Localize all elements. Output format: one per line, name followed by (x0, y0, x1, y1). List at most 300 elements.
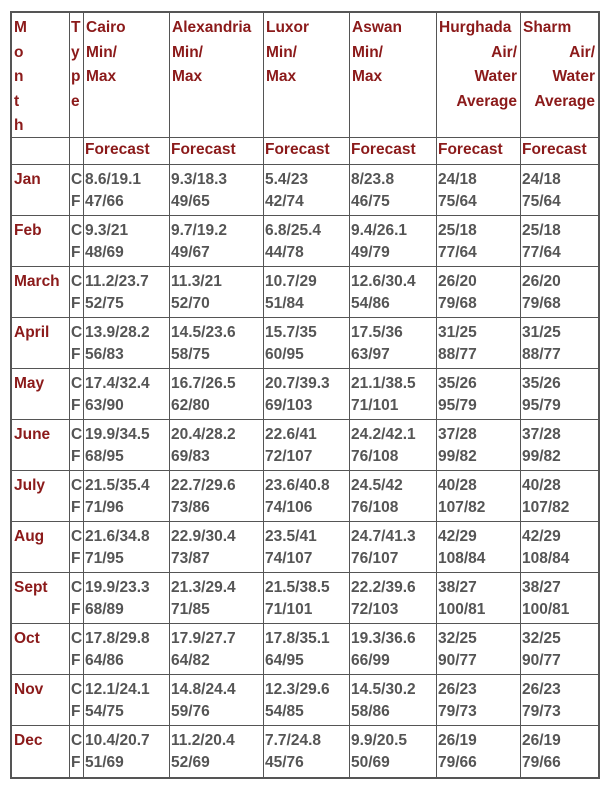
temp-celsius: 12.3/29.6 (265, 681, 330, 698)
temp-celsius: 9.9/20.5 (351, 732, 408, 749)
temp-celsius: 38/27 (438, 579, 477, 596)
unit-f: F (71, 448, 81, 465)
temp-cell (170, 216, 264, 267)
unit-c: C (71, 171, 83, 188)
temp-celsius: 32/25 (522, 630, 561, 647)
temp-fahrenheit: 44/78 (265, 244, 304, 261)
temp-cell (437, 267, 521, 318)
unit-f: F (71, 754, 81, 771)
city-header-line: Water (552, 68, 595, 85)
temp-cell (521, 216, 598, 267)
temp-cell (84, 624, 170, 675)
temp-fahrenheit: 49/79 (351, 244, 390, 261)
temp-celsius: 9.4/26.1 (351, 222, 408, 239)
temp-fahrenheit: 54/85 (265, 703, 304, 720)
unit-f: F (71, 601, 81, 618)
month-label: March (12, 267, 70, 318)
unit-cell (70, 318, 84, 369)
temp-cell (350, 624, 437, 675)
temp-cell (521, 165, 598, 216)
temp-fahrenheit: 71/96 (85, 499, 124, 516)
temp-celsius: 8/23.8 (351, 171, 395, 188)
month-label: July (12, 471, 70, 522)
city-header-line: Sharm (523, 19, 572, 36)
temp-cell (84, 165, 170, 216)
month-label: Nov (12, 675, 70, 726)
unit-f: F (71, 397, 81, 414)
month-header-letter: h (14, 117, 24, 134)
temp-fahrenheit: 48/69 (85, 244, 124, 261)
temp-cell (437, 369, 521, 420)
temp-celsius: 21.6/34.8 (85, 528, 150, 545)
unit-c: C (71, 426, 83, 443)
forecast-label: Forecast (84, 138, 170, 165)
temp-cell (350, 522, 437, 573)
temp-celsius: 24/18 (522, 171, 561, 188)
temp-celsius: 42/29 (438, 528, 477, 545)
city-header-line: Air/ (491, 43, 517, 61)
temp-celsius: 11.2/20.4 (171, 732, 235, 749)
temp-cell (521, 471, 598, 522)
temp-fahrenheit: 73/86 (171, 499, 210, 516)
city-header-line: Alexandria (172, 19, 252, 36)
temp-cell (264, 267, 350, 318)
temp-celsius: 10.7/29 (265, 273, 317, 290)
city-header-line: Cairo (86, 19, 126, 36)
city-header-line: Hurghada (439, 19, 512, 36)
unit-cell (70, 726, 84, 777)
unit-f: F (71, 244, 81, 261)
temp-fahrenheit: 79/68 (438, 295, 477, 312)
temp-cell (350, 318, 437, 369)
temp-cell (437, 573, 521, 624)
temp-celsius: 19.3/36.6 (351, 630, 416, 647)
temp-cell (170, 420, 264, 471)
temp-celsius: 9.3/21 (85, 222, 129, 239)
temp-fahrenheit: 69/103 (265, 397, 313, 414)
type-header (70, 13, 84, 138)
temp-cell (437, 471, 521, 522)
temp-celsius: 22.7/29.6 (171, 477, 236, 494)
month-header-letter: M (14, 19, 27, 36)
temp-celsius: 25/18 (522, 222, 561, 239)
city-header-line: Max (266, 68, 297, 85)
temp-fahrenheit: 51/69 (85, 754, 124, 771)
temp-celsius: 19.9/23.3 (85, 579, 150, 596)
temp-fahrenheit: 71/101 (265, 601, 313, 618)
temp-fahrenheit: 77/64 (438, 244, 477, 261)
month-label: Sept (12, 573, 70, 624)
temp-cell (437, 420, 521, 471)
temp-fahrenheit: 68/95 (85, 448, 124, 465)
unit-cell (70, 624, 84, 675)
temp-cell (437, 624, 521, 675)
temp-fahrenheit: 58/86 (351, 703, 390, 720)
temp-cell (437, 675, 521, 726)
temp-cell (521, 573, 598, 624)
temp-fahrenheit: 50/69 (351, 754, 390, 771)
unit-c: C (71, 375, 83, 392)
temp-celsius: 13.9/28.2 (85, 324, 150, 341)
temp-celsius: 12.1/24.1 (85, 681, 150, 698)
temp-fahrenheit: 76/107 (351, 550, 399, 567)
city-header-line: Min/ (352, 43, 383, 61)
temp-fahrenheit: 66/99 (351, 652, 390, 669)
temp-celsius: 35/26 (438, 375, 477, 392)
temp-celsius: 11.3/21 (171, 273, 222, 290)
temp-fahrenheit: 108/84 (438, 550, 486, 567)
temp-cell (521, 522, 598, 573)
temp-celsius: 11.2/23.7 (85, 273, 149, 290)
temp-fahrenheit: 73/87 (171, 550, 210, 567)
city-header-line: Min/ (86, 43, 117, 61)
month-label: Jan (12, 165, 70, 216)
city-header (84, 13, 170, 138)
unit-c: C (71, 630, 83, 647)
temp-celsius: 17.4/32.4 (85, 375, 150, 392)
temp-fahrenheit: 99/82 (522, 448, 561, 465)
temp-cell (264, 675, 350, 726)
city-header (521, 13, 598, 138)
temp-fahrenheit: 69/83 (171, 448, 210, 465)
unit-c: C (71, 222, 83, 239)
temp-celsius: 17.8/35.1 (265, 630, 330, 647)
temp-fahrenheit: 64/86 (85, 652, 124, 669)
city-header-line: Max (172, 68, 203, 85)
forecast-label: Forecast (170, 138, 264, 165)
temp-celsius: 31/25 (438, 324, 477, 341)
temp-celsius: 17.5/36 (351, 324, 403, 341)
temp-celsius: 26/20 (438, 273, 477, 290)
temp-cell (170, 675, 264, 726)
temp-celsius: 17.9/27.7 (171, 630, 236, 647)
temp-celsius: 24.5/42 (351, 477, 403, 494)
unit-f: F (71, 346, 81, 363)
temp-fahrenheit: 71/101 (351, 397, 399, 414)
unit-f: F (71, 652, 81, 669)
city-header-line: Min/ (266, 43, 297, 61)
month-header-letter: t (14, 92, 20, 110)
temp-cell (521, 420, 598, 471)
temp-fahrenheit: 54/75 (85, 703, 124, 720)
temp-fahrenheit: 99/82 (438, 448, 477, 465)
temp-fahrenheit: 74/107 (265, 550, 313, 567)
unit-c: C (71, 681, 83, 698)
temp-celsius: 20.7/39.3 (265, 375, 330, 392)
temp-celsius: 26/19 (522, 732, 561, 749)
temp-fahrenheit: 79/66 (438, 754, 477, 771)
city-header-line: Luxor (266, 19, 310, 36)
temp-fahrenheit: 95/79 (438, 397, 477, 414)
month-label: Oct (12, 624, 70, 675)
forecast-label: Forecast (264, 138, 350, 165)
forecast-label: Forecast (521, 138, 598, 165)
temp-celsius: 21.5/35.4 (85, 477, 150, 494)
temp-celsius: 17.8/29.8 (85, 630, 150, 647)
temp-fahrenheit: 100/81 (438, 601, 486, 618)
temp-cell (84, 369, 170, 420)
unit-cell (70, 675, 84, 726)
temp-fahrenheit: 72/103 (351, 601, 399, 618)
empty-cell (12, 138, 70, 165)
climate-table (10, 11, 600, 779)
month-header (12, 13, 70, 138)
temp-fahrenheit: 46/75 (351, 193, 390, 210)
city-header-line: Max (352, 68, 383, 85)
temp-cell (170, 573, 264, 624)
forecast-label: Forecast (437, 138, 521, 165)
temp-cell (437, 216, 521, 267)
temp-celsius: 21.5/38.5 (265, 579, 330, 596)
month-header-letter: o (14, 43, 24, 61)
city-header-line: Average (456, 92, 517, 110)
temp-fahrenheit: 71/95 (85, 550, 124, 567)
temp-celsius: 10.4/20.7 (85, 732, 150, 749)
temp-celsius: 26/23 (522, 681, 561, 698)
temp-cell (350, 420, 437, 471)
unit-f: F (71, 499, 81, 516)
temp-celsius: 8.6/19.1 (85, 171, 142, 188)
temp-celsius: 24/18 (438, 171, 477, 188)
temp-celsius: 38/27 (522, 579, 561, 596)
temp-celsius: 21.1/38.5 (351, 375, 416, 392)
temp-cell (170, 267, 264, 318)
temp-fahrenheit: 90/77 (438, 652, 477, 669)
temp-fahrenheit: 64/82 (171, 652, 210, 669)
unit-c: C (71, 528, 83, 545)
type-header-letter: T (71, 19, 81, 36)
temp-celsius: 19.9/34.5 (85, 426, 150, 443)
temp-celsius: 24.2/42.1 (351, 426, 416, 443)
unit-c: C (71, 324, 83, 341)
month-label: Aug (12, 522, 70, 573)
temp-celsius: 9.3/18.3 (171, 171, 228, 188)
temp-celsius: 37/28 (522, 426, 561, 443)
city-header-line: Max (86, 68, 117, 85)
temp-celsius: 25/18 (438, 222, 477, 239)
temp-celsius: 23.5/41 (265, 528, 317, 545)
temp-cell (84, 267, 170, 318)
temp-celsius: 14.5/30.2 (351, 681, 416, 698)
unit-f: F (71, 193, 81, 210)
unit-f: F (71, 703, 81, 720)
type-header-letter: y (71, 43, 80, 61)
unit-c: C (71, 732, 83, 749)
city-header-line: Water (474, 68, 517, 85)
temp-fahrenheit: 45/76 (265, 754, 304, 771)
temp-cell (521, 318, 598, 369)
temp-fahrenheit: 79/66 (522, 754, 561, 771)
temp-fahrenheit: 74/106 (265, 499, 313, 516)
temp-fahrenheit: 68/89 (85, 601, 124, 618)
forecast-label: Forecast (350, 138, 437, 165)
temp-celsius: 22.6/41 (265, 426, 317, 443)
temp-cell (521, 267, 598, 318)
temp-celsius: 5.4/23 (265, 171, 309, 188)
temp-celsius: 23.6/40.8 (265, 477, 330, 494)
temp-cell (350, 471, 437, 522)
temp-fahrenheit: 100/81 (522, 601, 570, 618)
temp-celsius: 26/19 (438, 732, 477, 749)
month-header-letter: n (14, 68, 24, 85)
temp-cell (170, 369, 264, 420)
city-header-line: Min/ (172, 43, 203, 61)
city-header (437, 13, 521, 138)
temp-cell (437, 165, 521, 216)
temp-celsius: 26/23 (438, 681, 477, 698)
temp-celsius: 40/28 (522, 477, 561, 494)
temp-cell (264, 471, 350, 522)
temp-fahrenheit: 63/90 (85, 397, 124, 414)
temp-cell (264, 216, 350, 267)
temp-cell (350, 369, 437, 420)
temp-cell (264, 624, 350, 675)
city-header-line: Average (534, 92, 595, 110)
month-label: June (12, 420, 70, 471)
temp-fahrenheit: 108/84 (522, 550, 570, 567)
temp-celsius: 42/29 (522, 528, 561, 545)
unit-cell (70, 573, 84, 624)
month-label: Feb (12, 216, 70, 267)
type-header-letter: e (71, 92, 80, 110)
temp-cell (84, 471, 170, 522)
temp-celsius: 35/26 (522, 375, 561, 392)
temp-cell (350, 726, 437, 777)
temp-fahrenheit: 49/67 (171, 244, 210, 261)
unit-cell (70, 522, 84, 573)
temp-cell (437, 318, 521, 369)
month-label: May (12, 369, 70, 420)
temp-cell (84, 726, 170, 777)
temp-cell (521, 675, 598, 726)
temp-celsius: 32/25 (438, 630, 477, 647)
temp-fahrenheit: 95/79 (522, 397, 561, 414)
temp-celsius: 6.8/25.4 (265, 222, 322, 239)
temp-cell (521, 369, 598, 420)
temp-fahrenheit: 71/85 (171, 601, 210, 618)
temp-cell (264, 522, 350, 573)
temp-fahrenheit: 49/65 (171, 193, 210, 210)
temp-fahrenheit: 52/69 (171, 754, 210, 771)
empty-cell (70, 138, 84, 165)
temp-fahrenheit: 79/73 (438, 703, 477, 720)
month-label: Dec (12, 726, 70, 777)
temp-celsius: 15.7/35 (265, 324, 317, 341)
temp-celsius: 22.2/39.6 (351, 579, 416, 596)
temp-fahrenheit: 52/70 (171, 295, 210, 312)
temp-cell (264, 573, 350, 624)
temp-fahrenheit: 76/108 (351, 499, 399, 516)
city-header (170, 13, 264, 138)
temp-fahrenheit: 75/64 (522, 193, 561, 210)
temp-fahrenheit: 62/80 (171, 397, 210, 414)
temp-cell (264, 420, 350, 471)
city-header-line: Aswan (352, 19, 402, 36)
temp-cell (350, 267, 437, 318)
temp-celsius: 14.5/23.6 (171, 324, 236, 341)
unit-c: C (71, 273, 83, 290)
temp-celsius: 7.7/24.8 (265, 732, 322, 749)
temp-celsius: 12.6/30.4 (351, 273, 416, 290)
temp-fahrenheit: 64/95 (265, 652, 304, 669)
temp-fahrenheit: 42/74 (265, 193, 304, 210)
unit-f: F (71, 550, 81, 567)
unit-f: F (71, 295, 81, 312)
city-header (264, 13, 350, 138)
temp-fahrenheit: 60/95 (265, 346, 304, 363)
temp-cell (264, 165, 350, 216)
temp-cell (437, 522, 521, 573)
city-header-line: Air/ (569, 43, 595, 61)
temp-cell (521, 726, 598, 777)
temp-cell (170, 624, 264, 675)
temp-fahrenheit: 90/77 (522, 652, 561, 669)
temp-cell (170, 471, 264, 522)
temp-cell (170, 318, 264, 369)
temp-fahrenheit: 54/86 (351, 295, 390, 312)
temp-celsius: 14.8/24.4 (171, 681, 236, 698)
city-header (350, 13, 437, 138)
temp-fahrenheit: 79/68 (522, 295, 561, 312)
unit-cell (70, 369, 84, 420)
temp-cell (264, 369, 350, 420)
temp-celsius: 20.4/28.2 (171, 426, 236, 443)
temp-fahrenheit: 76/108 (351, 448, 399, 465)
unit-c: C (71, 579, 83, 596)
temp-cell (170, 165, 264, 216)
temp-fahrenheit: 107/82 (438, 499, 486, 516)
temp-fahrenheit: 72/107 (265, 448, 313, 465)
temp-fahrenheit: 77/64 (522, 244, 561, 261)
temp-fahrenheit: 58/75 (171, 346, 210, 363)
temp-celsius: 40/28 (438, 477, 477, 494)
temp-cell (350, 216, 437, 267)
temp-cell (84, 216, 170, 267)
temp-cell (521, 624, 598, 675)
temp-cell (84, 573, 170, 624)
temp-celsius: 21.3/29.4 (171, 579, 236, 596)
temp-celsius: 22.9/30.4 (171, 528, 236, 545)
temp-fahrenheit: 51/84 (265, 295, 304, 312)
temp-cell (170, 726, 264, 777)
temp-celsius: 9.7/19.2 (171, 222, 228, 239)
temp-fahrenheit: 79/73 (522, 703, 561, 720)
unit-cell (70, 216, 84, 267)
temp-cell (84, 420, 170, 471)
temp-cell (264, 318, 350, 369)
unit-cell (70, 165, 84, 216)
temp-fahrenheit: 59/76 (171, 703, 210, 720)
temp-celsius: 16.7/26.5 (171, 375, 236, 392)
temp-fahrenheit: 52/75 (85, 295, 124, 312)
temp-celsius: 24.7/41.3 (351, 528, 416, 545)
temp-fahrenheit: 75/64 (438, 193, 477, 210)
temp-fahrenheit: 88/77 (438, 346, 477, 363)
temp-cell (84, 522, 170, 573)
temp-cell (350, 573, 437, 624)
temp-cell (84, 675, 170, 726)
temp-fahrenheit: 63/97 (351, 346, 390, 363)
temp-fahrenheit: 56/83 (85, 346, 124, 363)
temp-fahrenheit: 107/82 (522, 499, 570, 516)
unit-cell (70, 267, 84, 318)
temp-celsius: 26/20 (522, 273, 561, 290)
month-label: April (12, 318, 70, 369)
temp-cell (437, 726, 521, 777)
temp-cell (84, 318, 170, 369)
type-header-letter: p (71, 68, 81, 85)
temp-celsius: 37/28 (438, 426, 477, 443)
